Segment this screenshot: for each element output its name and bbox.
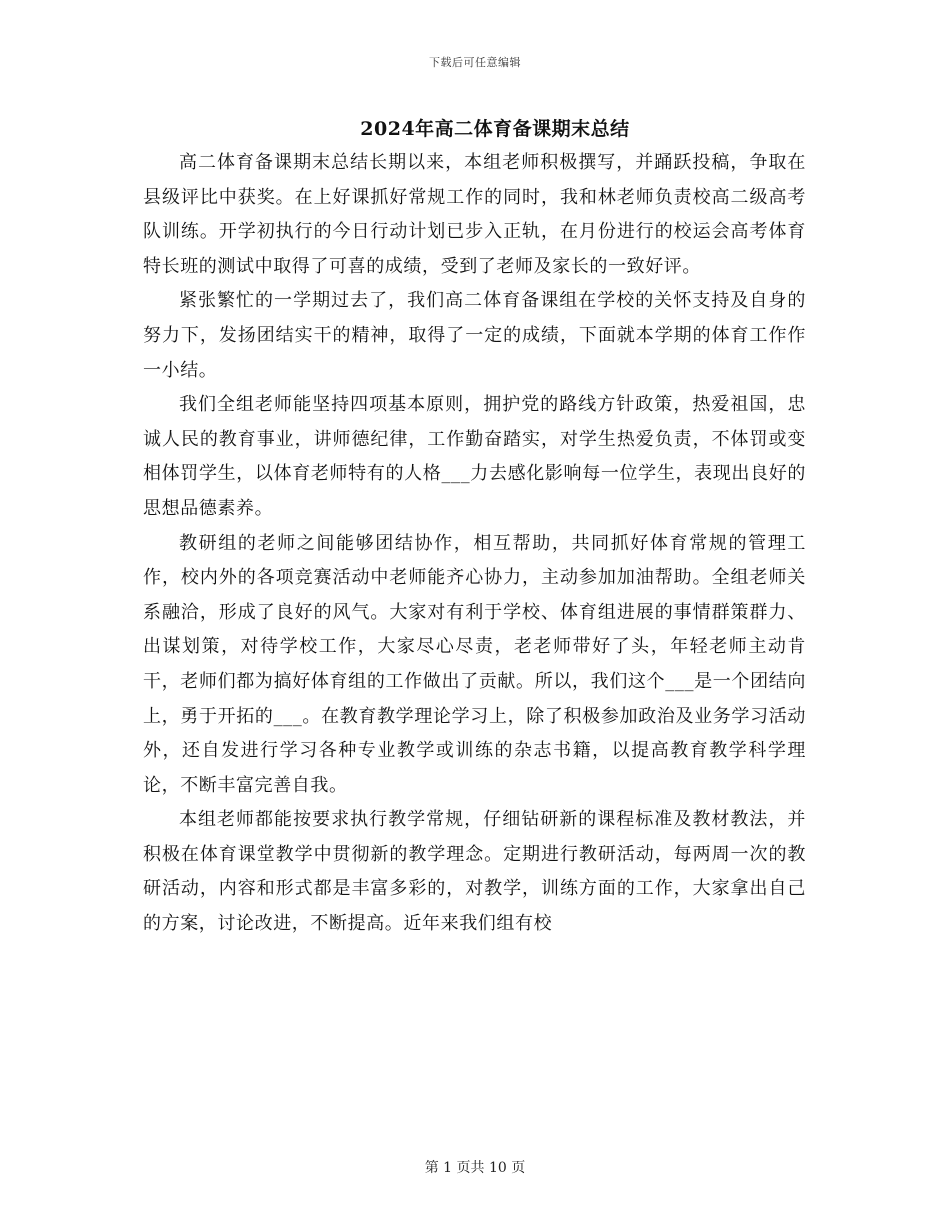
paragraph: 教研组的老师之间能够团结协作，相互帮助，共同抓好体育常规的管理工作，校内外的各项竞赛活动中老师能齐心协力，主动参加加油帮助。全组老师关系融洽，形成了良好的风气。大家对有利于学校、体育组进展的事情群策群力、出谋划策，对待学校工作，大家尽心尽责，老老师带好了头，年轻老师主动肯干，老师们都为搞好体育组的工作做出了贡献。所以，我们这个___是一个团结向上，勇于开拓的___。在教育教学理论学习上，除了积极参加政治及业务学习活动外，还自发进行学习各种专业教学或训练的杂志书籍，以提高教育教学科学理论，不断丰富完善自我。	[143, 532, 806, 796]
document-body	[143, 146, 806, 942]
paragraph: 紧张繁忙的一学期过去了，我们高二体育备课组在学校的关怀支持及自身的努力下，发扬团结实干的精神，取得了一定的成绩，下面就本学期的体育工作作一小结。	[143, 290, 806, 381]
paragraph: 我们全组老师能坚持四项基本原则，拥护党的路线方针政策，热爱祖国，忠诚人民的教育事业，讲师德纪律，工作勤奋踏实，对学生热爱负责，不体罚或变相体罚学生，以体育老师特有的人格___力去感化影响每一位学生，表现出良好的思想品德素养。	[143, 394, 806, 519]
paragraph: 本组老师都能按要求执行教学常规，仔细钻研新的课程标准及教材教法，并积极在体育课堂教学中贯彻新的教学理念。定期进行教研活动，每两周一次的教研活动，内容和形式都是丰富多彩的，对教学，训练方面的工作，大家拿出自己的方案，讨论改进，不断提高。近年来我们组有校	[143, 809, 806, 935]
paragraph: 高二体育备课期末总结长期以来，本组老师积极撰写，并踊跃投稿，争取在县级评比中获奖。在上好课抓好常规工作的同时，我和林老师负责校高二级高考队训练。开学初执行的今日行动计划已步入正轨，在月份进行的校运会高考体育特长班的测试中取得了可喜的成绩，受到了老师及家长的一致好评。	[143, 152, 806, 277]
document-title: 2024年高二体育备课期末总结	[360, 118, 630, 140]
page-number: 第 1 页共 10 页	[424, 1160, 526, 1176]
header-note: 下载后可任意编辑	[429, 56, 521, 69]
